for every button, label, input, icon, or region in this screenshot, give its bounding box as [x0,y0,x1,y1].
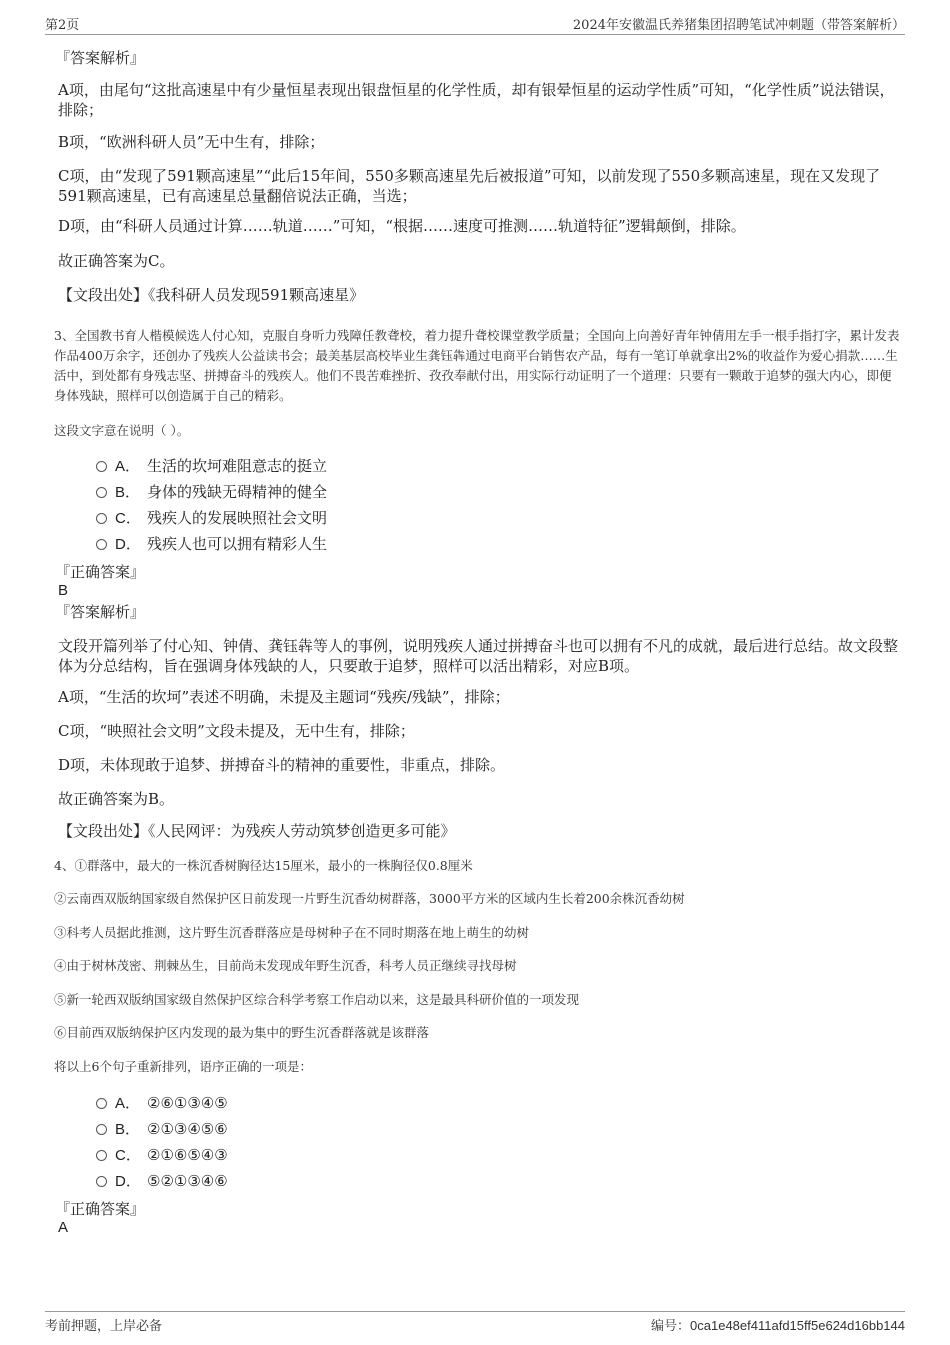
q4-sentence-4: ④由于树林茂密、荆棘丛生，目前尚未发现成年野生沉香，科考人员正继续寻找母树 [54,958,517,973]
q3-analysis-d: D项，未体现敢于追梦、拼搏奋斗的精神的重要性，非重点，排除。 [58,756,506,774]
q3-conclusion: 故正确答案为B。 [58,790,175,808]
page-header [45,14,905,35]
q2-analysis-label: 『答案解析』 [55,49,146,67]
q3-answer-label: 『正确答案』 [55,563,146,581]
q3-question: 这段文字意在说明（ ）。 [54,423,190,438]
q4-option-d[interactable]: D． ⑤②①③④⑥ [96,1171,228,1192]
radio-icon[interactable] [96,1098,107,1109]
q3-stem: 3、全国教书育人楷模候选人付心知，克服自身听力残障任教聋校，着力提升聋校课堂教学质量；全国向上向善好青年钟倩用左手一根手指打字，累计发表作品400万余字，还创办了残疾人公益读书会；最美基层高校毕业生龚钰犇通过电商平台销售农产品，每有一笔订单就拿出2%的收益作为爱心捐款……生活中，到处都有身残志坚、拼搏奋斗的残疾人。他们不畏苦难挫折、孜孜奉献付出，用实际行动证明了一个道理：只要有一颗敢于追梦的强大内心，即便身体残缺，照样可以创造属于自己的精彩。 [54,328,900,403]
q3-analysis-label: 『答案解析』 [55,603,146,621]
q4-question: 将以上6个句子重新排列，语序正确的一项是： [54,1059,312,1074]
q3-source: 【文段出处】《人民网评：为残疾人劳动筑梦创造更多可能》 [58,822,456,840]
q4-sentence-1: 4、①群落中，最大的一株沉香树胸径达15厘米，最小的一株胸径仅0.8厘米 [54,858,473,873]
q2-analysis-b: B项，“欧洲科研人员”无中生有，排除； [58,133,325,151]
q2-conclusion: 故正确答案为C。 [58,252,175,270]
q4-answer-label: 『正确答案』 [55,1200,146,1218]
q2-analysis-d: D项，由“科研人员通过计算……轨道……”可知，“根据……速度可推测……轨道特征”逻辑颠倒，排除。 [58,217,746,235]
radio-icon[interactable] [96,461,107,472]
q3-analysis-main: 文段开篇列举了付心知、钟倩、龚钰犇等人的事例，说明残疾人通过拼搏奋斗也可以拥有不凡的成就，最后进行总结。故文段整体为分总结构，旨在强调身体残缺的人，只要敢于追梦，照样可以活出精彩，对应B项。 [58,637,899,675]
document-code: 编号：0ca1e48ef411afd15ff5e624d16bb144 [651,1318,905,1333]
q3-option-d[interactable]: D． 残疾人也可以拥有精彩人生 [96,534,327,555]
radio-icon[interactable] [96,1150,107,1161]
q2-source: 【文段出处】《我科研人员发现591颗高速星》 [58,286,365,304]
q3-option-a[interactable]: A． 生活的坎坷难阻意志的挺立 [96,456,327,477]
q3-answer: B [58,582,69,599]
q3-analysis-c: C项，“映照社会文明”文段未提及，无中生有，排除； [58,722,415,740]
q4-option-c[interactable]: C． ②①⑥⑤④③ [96,1145,228,1166]
q4-sentence-5: ⑤新一轮西双版纳国家级自然保护区综合科学考察工作启动以来，这是最具科研价值的一项发现 [54,992,580,1007]
radio-icon[interactable] [96,487,107,498]
q4-sentence-6: ⑥目前西双版纳保护区内发现的最为集中的野生沉香群落就是该群落 [54,1025,430,1040]
radio-icon[interactable] [96,1124,107,1135]
document-title: 2024年安徽温氏养猪集团招聘笔试冲刺题（带答案解析） [572,18,905,33]
q3-option-b[interactable]: B． 身体的残缺无碍精神的健全 [96,482,327,503]
q4-sentence-3: ③科考人员据此推测，这片野生沉香群落应是母树种子在不同时期落在地上萌生的幼树 [54,925,530,940]
q4-option-b[interactable]: B． ②①③④⑤⑥ [96,1119,228,1140]
q4-answer: A [58,1219,69,1236]
radio-icon[interactable] [96,539,107,550]
q2-analysis-a: A项，由尾句“这批高速星中有少量恒星表现出银盘恒星的化学性质，却有银晕恒星的运动学性质”可知，“化学性质”说法错误，排除； [58,81,895,119]
q2-analysis-c: C项，由“发现了591颗高速星”“此后15年间，550多颗高速星先后被报道”可知，以前发现了550多颗高速星，现在又发现了591颗高速星，已有高速星总量翻倍说法正确，当选； [58,167,881,205]
q4-sentence-2: ②云南西双版纳国家级自然保护区日前发现一片野生沉香幼树群落，3000平方米的区域内生长着200余株沉香幼树 [54,891,685,906]
q4-option-a[interactable]: A． ②⑥①③④⑤ [96,1093,228,1114]
page-number: 第2页 [45,18,80,33]
q3-option-c[interactable]: C． 残疾人的发展映照社会文明 [96,508,327,529]
radio-icon[interactable] [96,513,107,524]
page-footer [45,1311,905,1334]
q3-analysis-a: A项，“生活的坎坷”表述不明确，未提及主题词“残疾/残缺”，排除； [58,688,510,706]
footer-slogan: 考前押题，上岸必备 [45,1319,163,1334]
radio-icon[interactable] [96,1176,107,1187]
